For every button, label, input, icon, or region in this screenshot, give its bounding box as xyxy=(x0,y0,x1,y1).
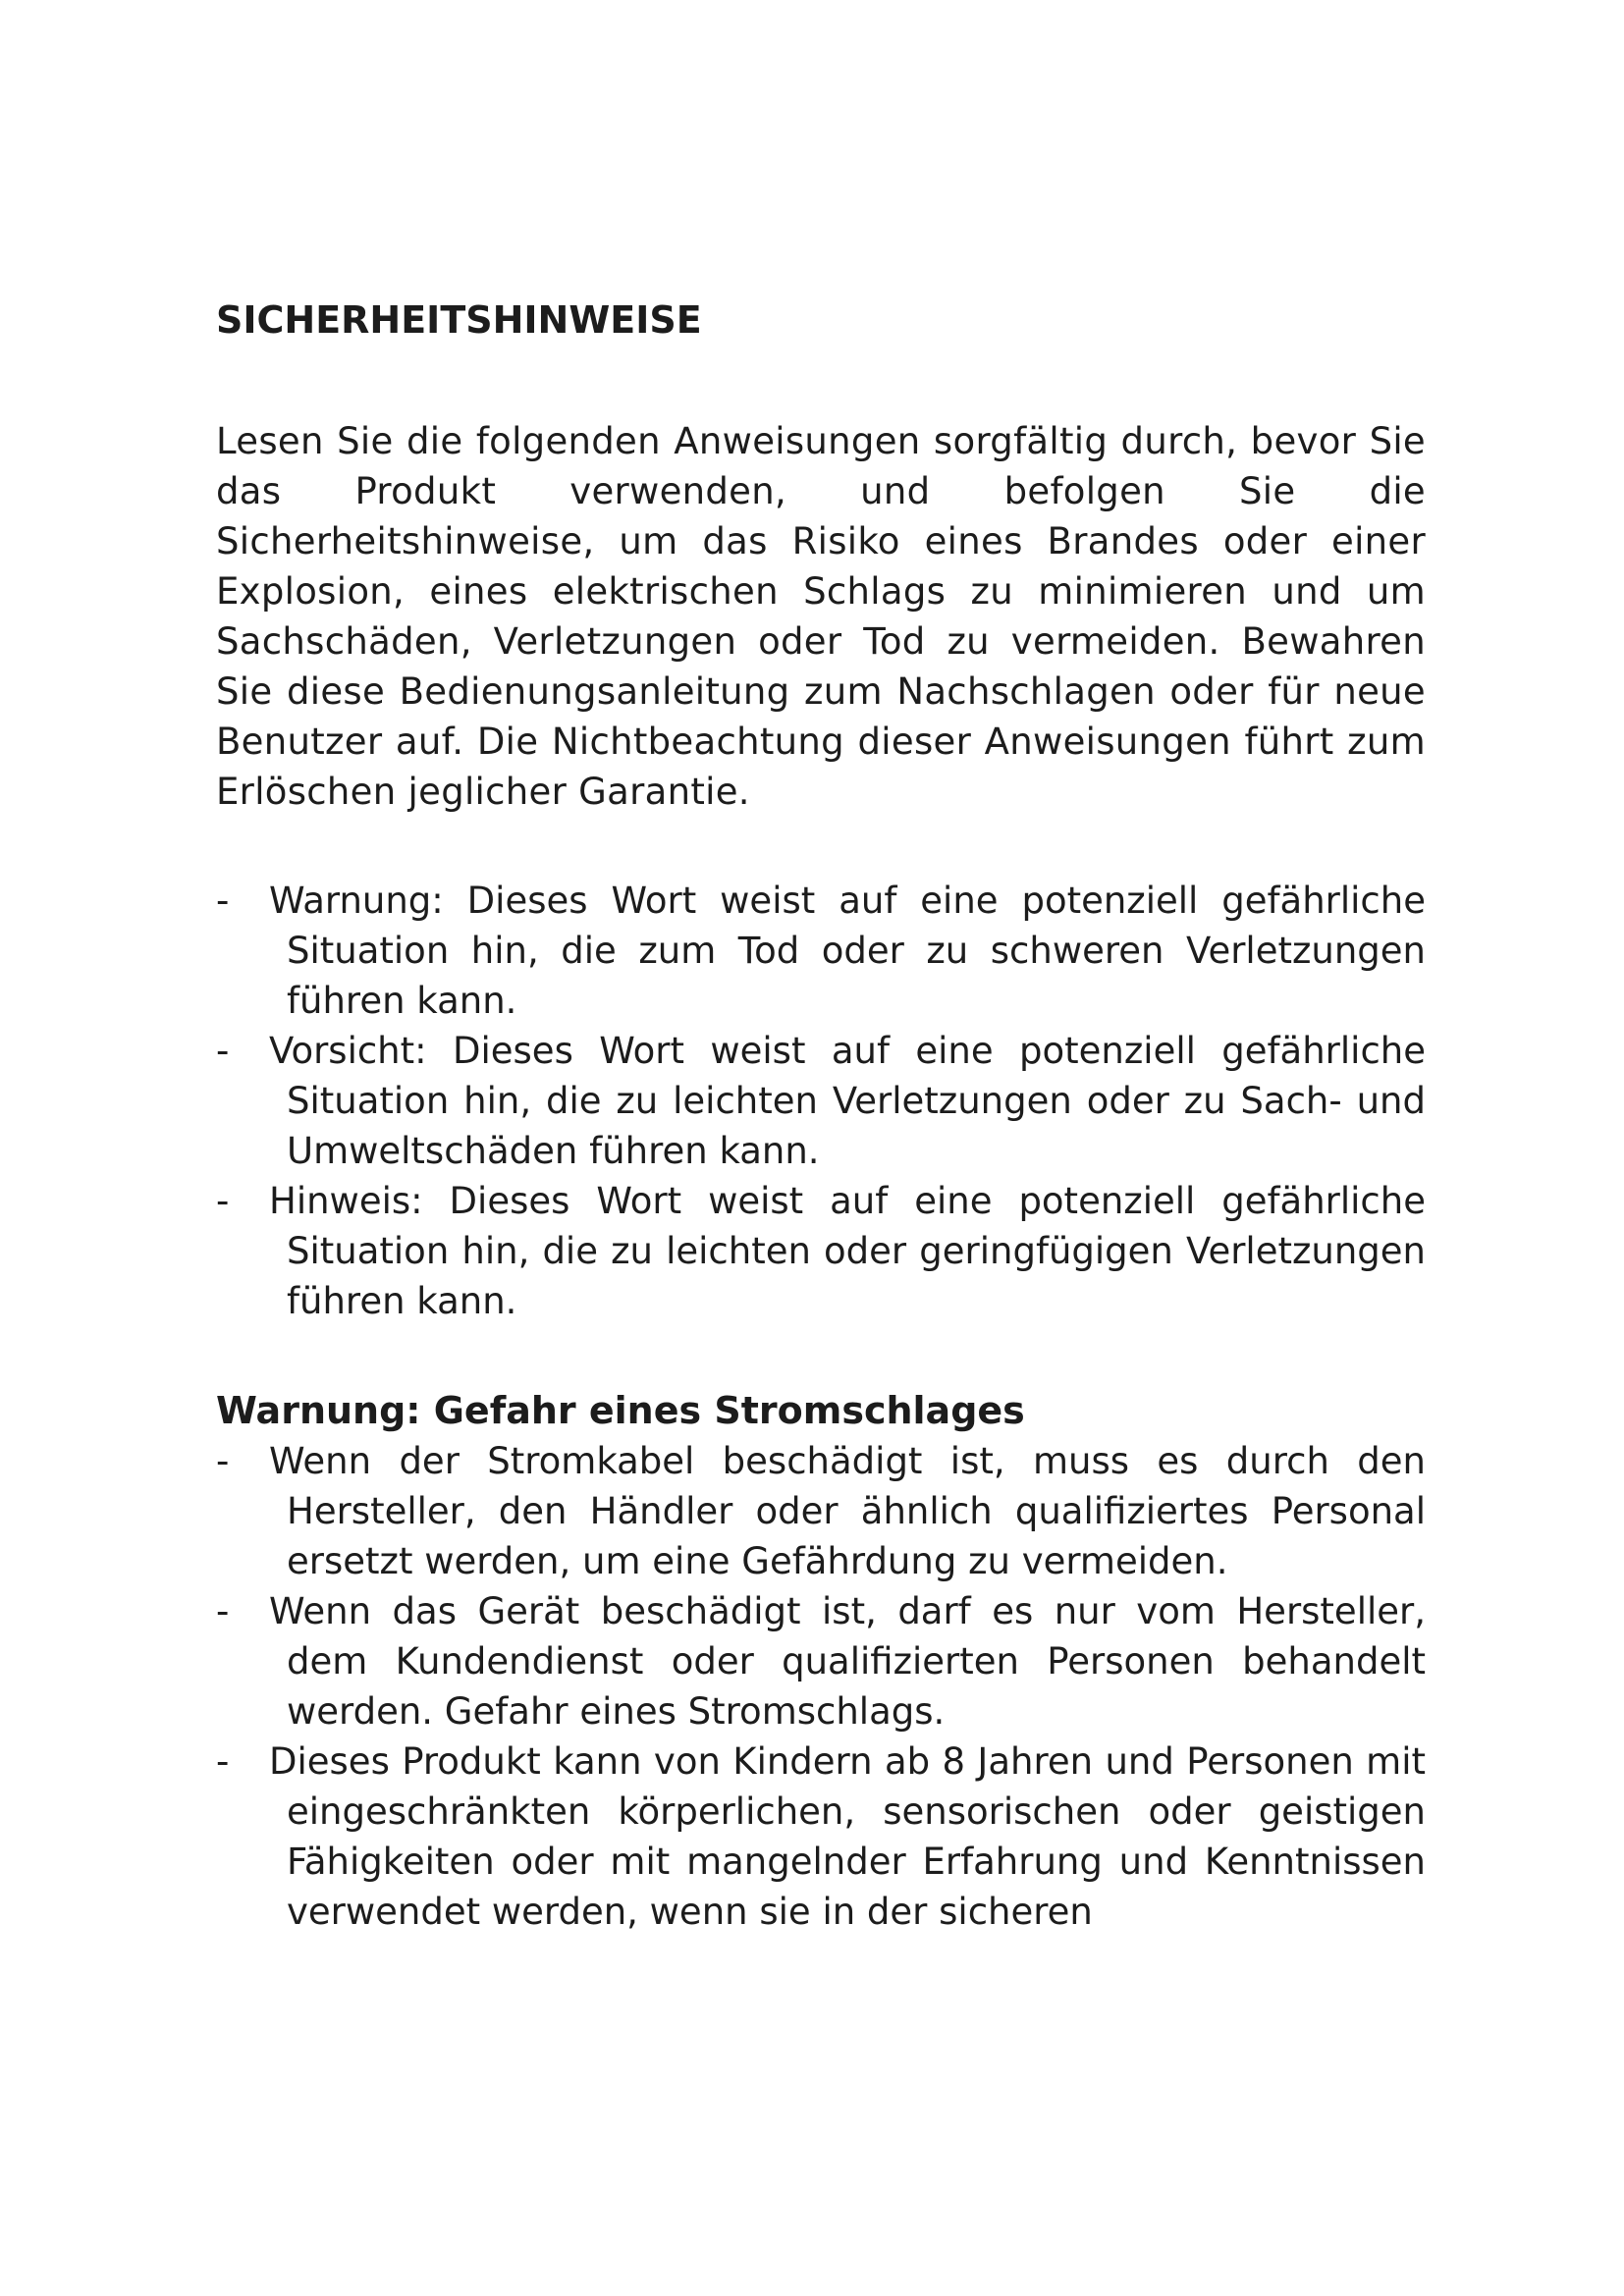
list-item xyxy=(216,876,1426,1026)
intro-paragraph: Lesen Sie die folgenden Anweisungen sorgfältig durch, bevor Sie das Produkt verwenden, und befolgen Sie die Sicherheitshinweise, um das Risiko eines Brandes oder einer Explosion, eines elektrischen Schlags zu minimieren und um Sachschäden, Verletzungen oder Tod zu vermeiden. Bewahren Sie diese Bedienungsanleitung zum Nachschlagen oder für neue Benutzer auf. Die Nichtbeachtung dieser Anweisungen führt zum Erlöschen jeglicher Garantie. xyxy=(216,420,1426,813)
definition-notice: Hinweis: Dieses Wort weist auf eine potenziell gefährliche Situation hin, die zu leichten oder geringfügigen Verletzungen führen kann. xyxy=(269,1180,1426,1322)
page-title: SICHERHEITSHINWEISE xyxy=(216,298,702,342)
list-item xyxy=(216,1736,1426,1937)
warning-item-text: Wenn der Stromkabel beschädigt ist, muss es durch den Hersteller, den Händler oder ähnlich qualifiziertes Personal ersetzt werden, um eine Gefährdung zu vermeiden. xyxy=(269,1440,1426,1582)
list-bullet: - xyxy=(216,1440,230,1482)
warning-item-text: Wenn das Gerät beschädigt ist, darf es nur vom Hersteller, dem Kundendienst oder qualifizierten Personen behandelt werden. Gefahr eines Stromschlags. xyxy=(269,1590,1426,1733)
list-item xyxy=(216,1586,1426,1736)
definition-warning: Warnung: Dieses Wort weist auf eine potenziell gefährliche Situation hin, die zum Tod oder zu schweren Verletzungen führen kann. xyxy=(269,880,1426,1022)
list-item xyxy=(216,1026,1426,1176)
list-bullet: - xyxy=(216,1030,230,1072)
list-item xyxy=(216,1176,1426,1326)
list-bullet: - xyxy=(216,1590,230,1632)
warning-item-text: Dieses Produkt kann von Kindern ab 8 Jahren und Personen mit eingeschränkten körperlichen, sensorischen oder geistigen Fähigkeiten oder mit mangelnder Erfahrung und Kenntnissen verwendet werden, wenn sie in der sicheren xyxy=(269,1740,1426,1933)
page-content xyxy=(216,294,1426,1937)
list-bullet: - xyxy=(216,1180,230,1222)
list-bullet: - xyxy=(216,880,230,922)
list-bullet: - xyxy=(216,1740,230,1783)
electric-shock-warnings xyxy=(216,1436,1426,1937)
definition-caution: Vorsicht: Dieses Wort weist auf eine potenziell gefährliche Situation hin, die zu leichten Verletzungen oder zu Sach- und Umweltschäden führen kann. xyxy=(269,1030,1426,1172)
list-item xyxy=(216,1436,1426,1586)
warning-heading: Warnung: Gefahr eines Stromschlages xyxy=(216,1389,1025,1432)
signal-word-definitions xyxy=(216,876,1426,1326)
